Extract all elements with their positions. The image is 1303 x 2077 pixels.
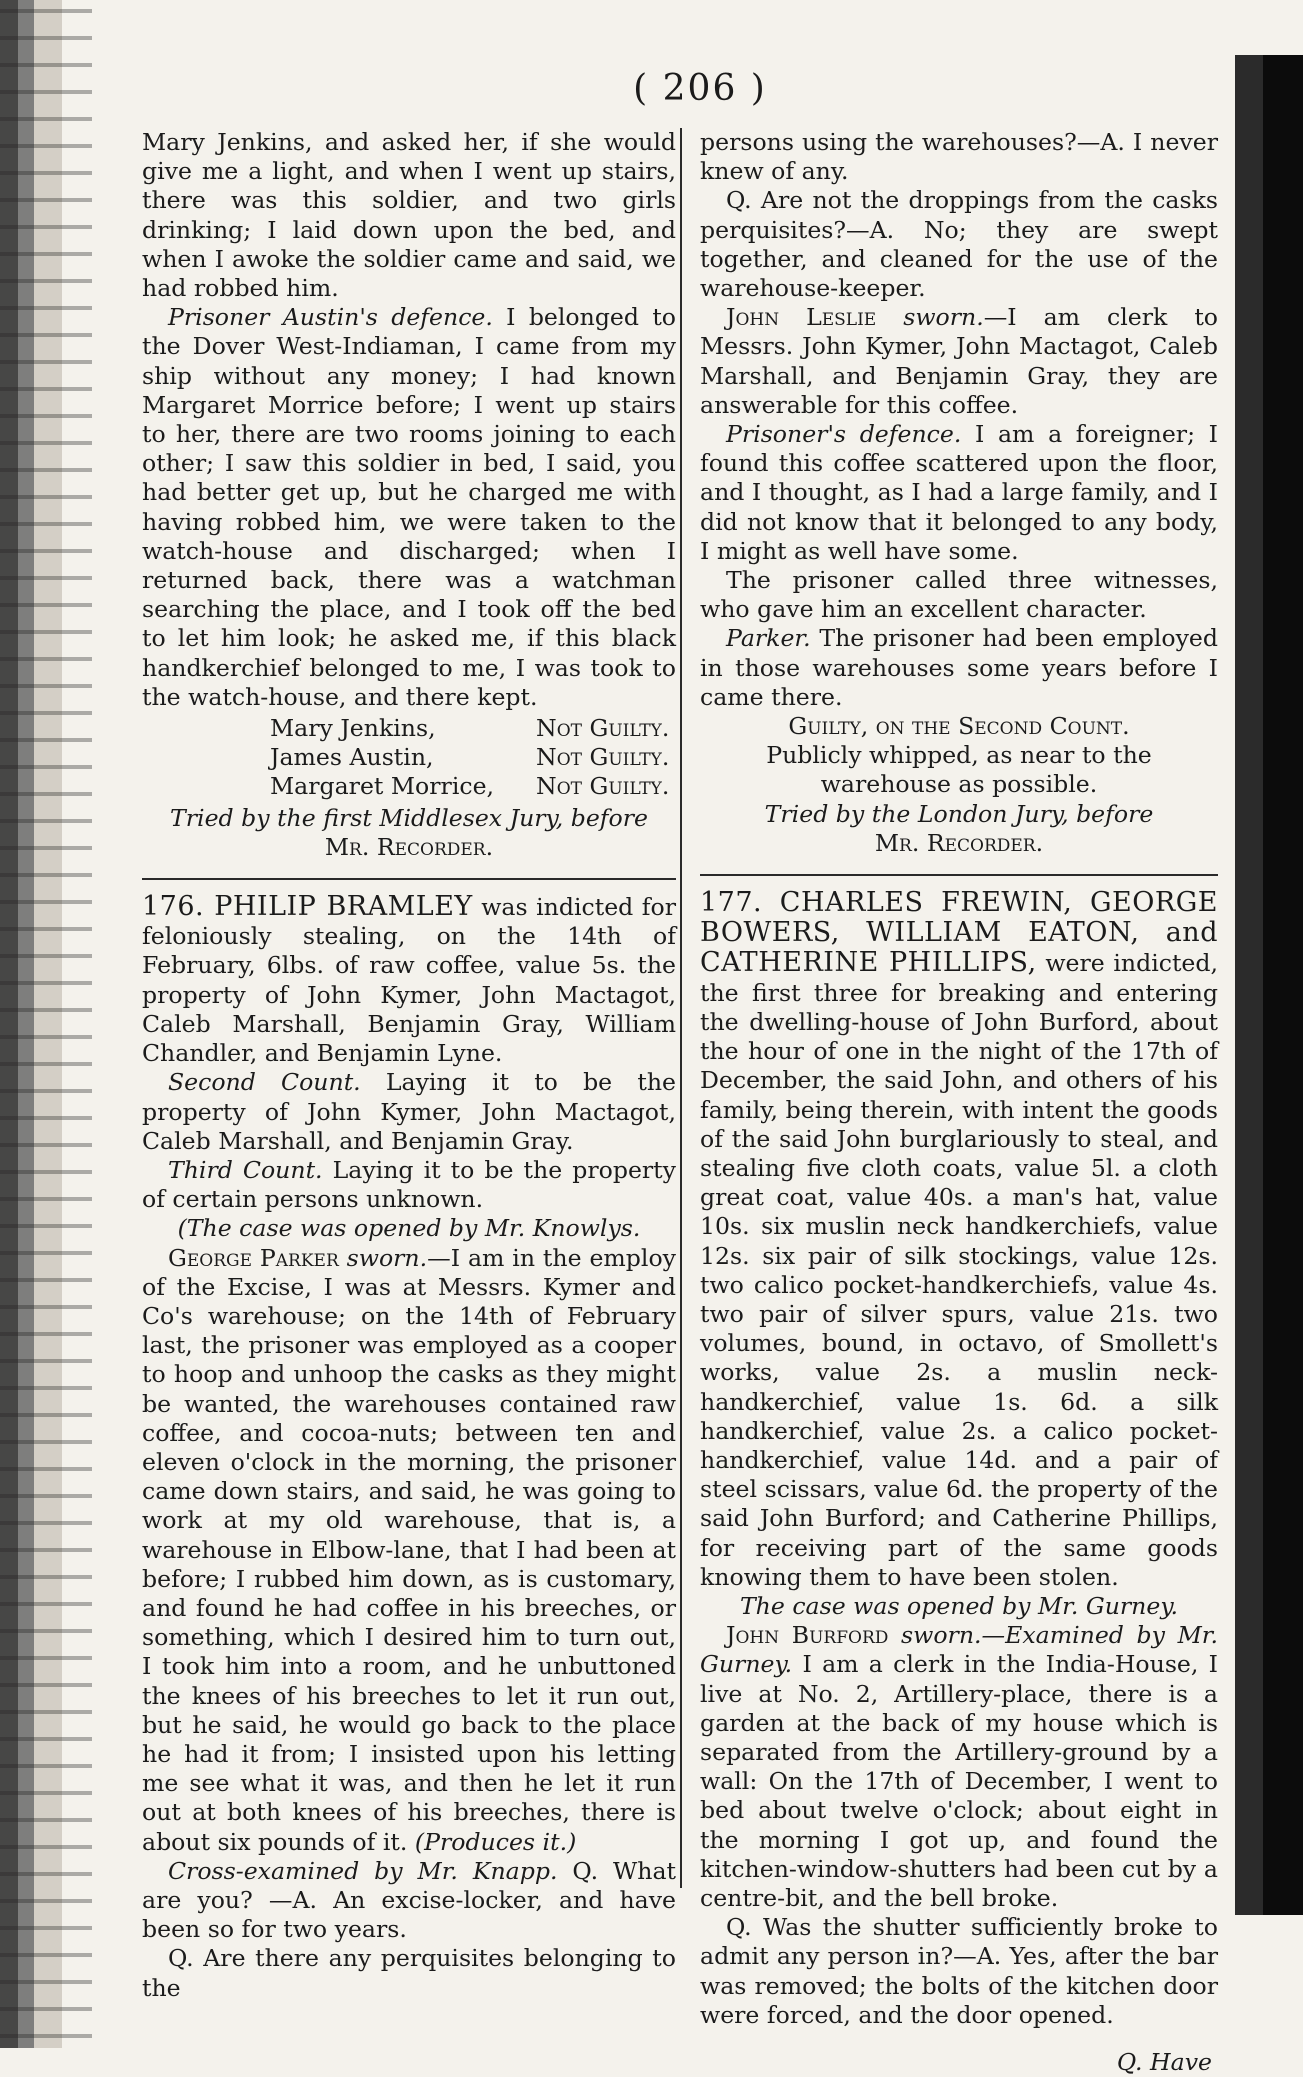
- burford-name: John Burford: [726, 1621, 889, 1650]
- left-column: [142, 128, 676, 2003]
- second-count: [142, 1068, 676, 1156]
- burford-testimony: [700, 1621, 1218, 1913]
- case-177-text: were indicted, the first three for breaking and entering the dwelling-house of John Burford, about the hour of one in the night of the 17th of December, the said John, and others of his family, being therein, with intent the goods of the said John burglariously to steal, and stealing five cloth coats, value 5l. a cloth great coat, value 40s. a man's hat, value 10s. six muslin neck handkerchiefs, value 12s. six pair of silk stockings, value 12s. two calico pocket-handkerchiefs, value 4s. two pair of silver spurs, value 21s. two volumes, bound, in octavo, of Smollett's works, value 2s. a muslin neck-handkerchief, value 1s. 6d. a silk handkerchief, value 2s. a calico pocket-handkerchief, value 14d. and a pair of steel scissars, value 6d. the property of the said John Burford; and Catherine Phillips, for receiving part of the same goods knowing them to have been stolen.: [700, 949, 1218, 1591]
- prisoner-defence: [700, 420, 1218, 566]
- recorder-left: Mr. Recorder.: [324, 832, 494, 861]
- produces-note: (Produces it.): [407, 1827, 577, 1856]
- leslie-testimony: [700, 303, 1218, 420]
- prisoner-defence-label: Prisoner's defence.: [726, 420, 962, 449]
- austin-defence: [142, 303, 676, 712]
- third-count-label: Third Count.: [168, 1155, 323, 1184]
- parker-note-label: Parker.: [726, 624, 811, 653]
- third-count: [142, 1156, 676, 1214]
- case-separator-left: [142, 878, 676, 880]
- tried-by-london: Tried by the London Jury, before: [764, 799, 1154, 828]
- shutter-question: Q. Was the shutter sufficiently broke to admit any person in?—A. Yes, after the bar was removed; the bolts of the kitchen door were forced, and the door opened.: [700, 1913, 1218, 2029]
- perquisites-question: Q. Are there any perquisites belonging to the: [142, 1944, 676, 2002]
- catchword: Q. Have: [1116, 2048, 1212, 2076]
- recorder-right: Mr. Recorder.: [874, 828, 1044, 857]
- verdict-name: James Austin,: [270, 743, 434, 772]
- parker-name: George Parker: [168, 1243, 339, 1272]
- right-column: [700, 128, 1218, 2077]
- austin-defence-text: I belonged to the Dover West-Indiaman, I came from my ship without any money; I had known Margaret Morrice before; I went up stairs to her, there are two rooms joining to each other; I saw this soldier in bed, I said, you had better get up, but he charged me with having robbed him, we were taken to the watch-house and discharged; when I returned back, there was a watchman searching the place, and I took off the bed to let him look; he asked me, if this black handkerchief belonged to me, I was took to the watch-house, and there kept.: [142, 303, 676, 711]
- leslie-name: John Leslie: [726, 303, 877, 332]
- guilty-verdict: Guilty, on the Second Count.: [788, 712, 1130, 741]
- cross-text: Q. What are you? —A. An excise-locker, and have been so for two years.: [142, 1856, 677, 1944]
- second-count-text: Laying it to be the property of John Kymer, John Mactagot, Caleb Marshall, and Benjamin Gray.: [142, 1068, 676, 1155]
- prisoner-defence-text: I am a foreigner; I found this coffee scattered upon the floor, and I thought, as I had a large family, and I did not know that it belonged to any body, I might as well have some.: [700, 420, 1218, 565]
- parker-testimony: [142, 1244, 676, 1857]
- sentence: Publicly whipped, as near to the warehouse as possible.: [766, 741, 1152, 799]
- verdict-row: [270, 714, 669, 743]
- case-176-number: 176.: [142, 891, 205, 923]
- parker-note-text: The prisoner had been employed in those warehouses some years before I came there.: [700, 624, 1218, 711]
- case-opened-knowlys: (The case was opened by Mr. Knowlys.: [177, 1214, 641, 1243]
- verdict-result: Not Guilty.: [536, 714, 670, 743]
- leslie-sworn: sworn.: [876, 303, 984, 332]
- droppings-question: Q. Are not the droppings from the casks perquisites?—A. No; they are swept together, and cleaned for the use of the warehouse-keeper.: [700, 186, 1218, 303]
- verdict-result: Not Guilty.: [536, 743, 670, 772]
- witnesses-note: The prisoner called three witnesses, who gave him an excellent character.: [700, 566, 1218, 624]
- case-177-heading: [700, 888, 1218, 1592]
- austin-defence-label: Prisoner Austin's defence.: [168, 303, 493, 332]
- case-opened-gurney: The case was opened by Mr. Gurney.: [739, 1591, 1179, 1620]
- cross-label: Cross-examined by Mr. Knapp.: [168, 1856, 558, 1885]
- verdict-row: [270, 743, 669, 772]
- third-count-text: Laying it to be the property of certain persons unknown.: [142, 1155, 676, 1214]
- verdict-row: [270, 772, 669, 801]
- left-paragraph-1: Mary Jenkins, and asked her, if she would give me a light, and when I went up stairs, there was this soldier, and two girls drinking; I laid down upon the bed, and when I awoke the soldier came and said, we had robbed him.: [142, 128, 676, 303]
- case-177-number: 177.: [700, 887, 763, 919]
- verdict-name: Margaret Morrice,: [270, 772, 495, 801]
- case-176-name: PHILIP BRAMLEY: [204, 891, 473, 923]
- leslie-text: —I am clerk to Messrs. John Kymer, John Mactagot, Caleb Marshall, and Benjamin Gray, they are answerable for this coffee.: [700, 303, 1219, 419]
- right-paragraph-1: persons using the warehouses?—A. I never knew of any.: [700, 128, 1218, 186]
- tried-by-middlesex: Tried by the first Middlesex Jury, before: [170, 803, 648, 832]
- left-gutter-scan-edge: [0, 0, 92, 2048]
- verdict-list: [270, 714, 669, 802]
- case-separator-right: [700, 874, 1218, 876]
- case-176-text: was indicted for feloniously stealing, on the 14th of February, 6lbs. of raw coffee, value 5s. the property of John Kymer, John Mactagot, Caleb Marshall, Benjamin Gray, William Chandler, and Benjamin Lyne.: [142, 893, 676, 1068]
- cross-examination: [142, 1857, 676, 1945]
- case-177-names: CHARLES FREWIN, GEORGE BOWERS, WILLIAM EATON, and CATHERINE PHILLIPS,: [700, 887, 1218, 979]
- burford-text: I am a clerk in the India-House, I live at No. 2, Artillery-place, there is a garden at the back of my house which is separated from the Artillery-ground by a wall: On the 17th of December, I went to bed about twelve o'clock; about eight in the morning I got up, and found the kitchen-window-shutters had been cut by a centre-bit, and the bell broke.: [700, 1650, 1218, 1912]
- parker-note: [700, 624, 1218, 712]
- parker-sworn: sworn.: [338, 1243, 428, 1272]
- second-count-label: Second Count.: [168, 1068, 361, 1097]
- parker-text: —I am in the employ of the Excise, I was at Messrs. Kymer and Co's warehouse; on the 14th of February last, the prisoner was employed as a cooper to hoop and unhoop the casks as they might be wanted, the warehouses contained raw coffee, and cocoa-nuts; between ten and eleven o'clock in the morning, the prisoner came down stairs, and said, he was going to work at my old warehouse, that is, a warehouse in Elbow-lane, that I had been at before; I rubbed him down, as is customary, and found he had coffee in his breeches, or something, which I desired him to turn out, I took him into a room, and he unbuttoned the knees of his breeches to let it run out, but he said, he would go back to the place he had it from; I insisted upon his letting me see what it was, and then he let it run out at both knees of his breeches, there is about six pounds of it.: [142, 1243, 676, 1856]
- burford-examined: —Examined by Mr. Gurney.: [700, 1621, 1218, 1679]
- case-176-heading: [142, 892, 676, 1068]
- verdict-result: Not Guilty.: [536, 772, 670, 801]
- column-divider: [680, 128, 682, 1888]
- verdict-name: Mary Jenkins,: [270, 714, 436, 743]
- right-gutter-scan-edge: [1235, 55, 1303, 1915]
- page-number: ( 206 ): [633, 68, 767, 109]
- burford-sworn: sworn.: [888, 1621, 982, 1650]
